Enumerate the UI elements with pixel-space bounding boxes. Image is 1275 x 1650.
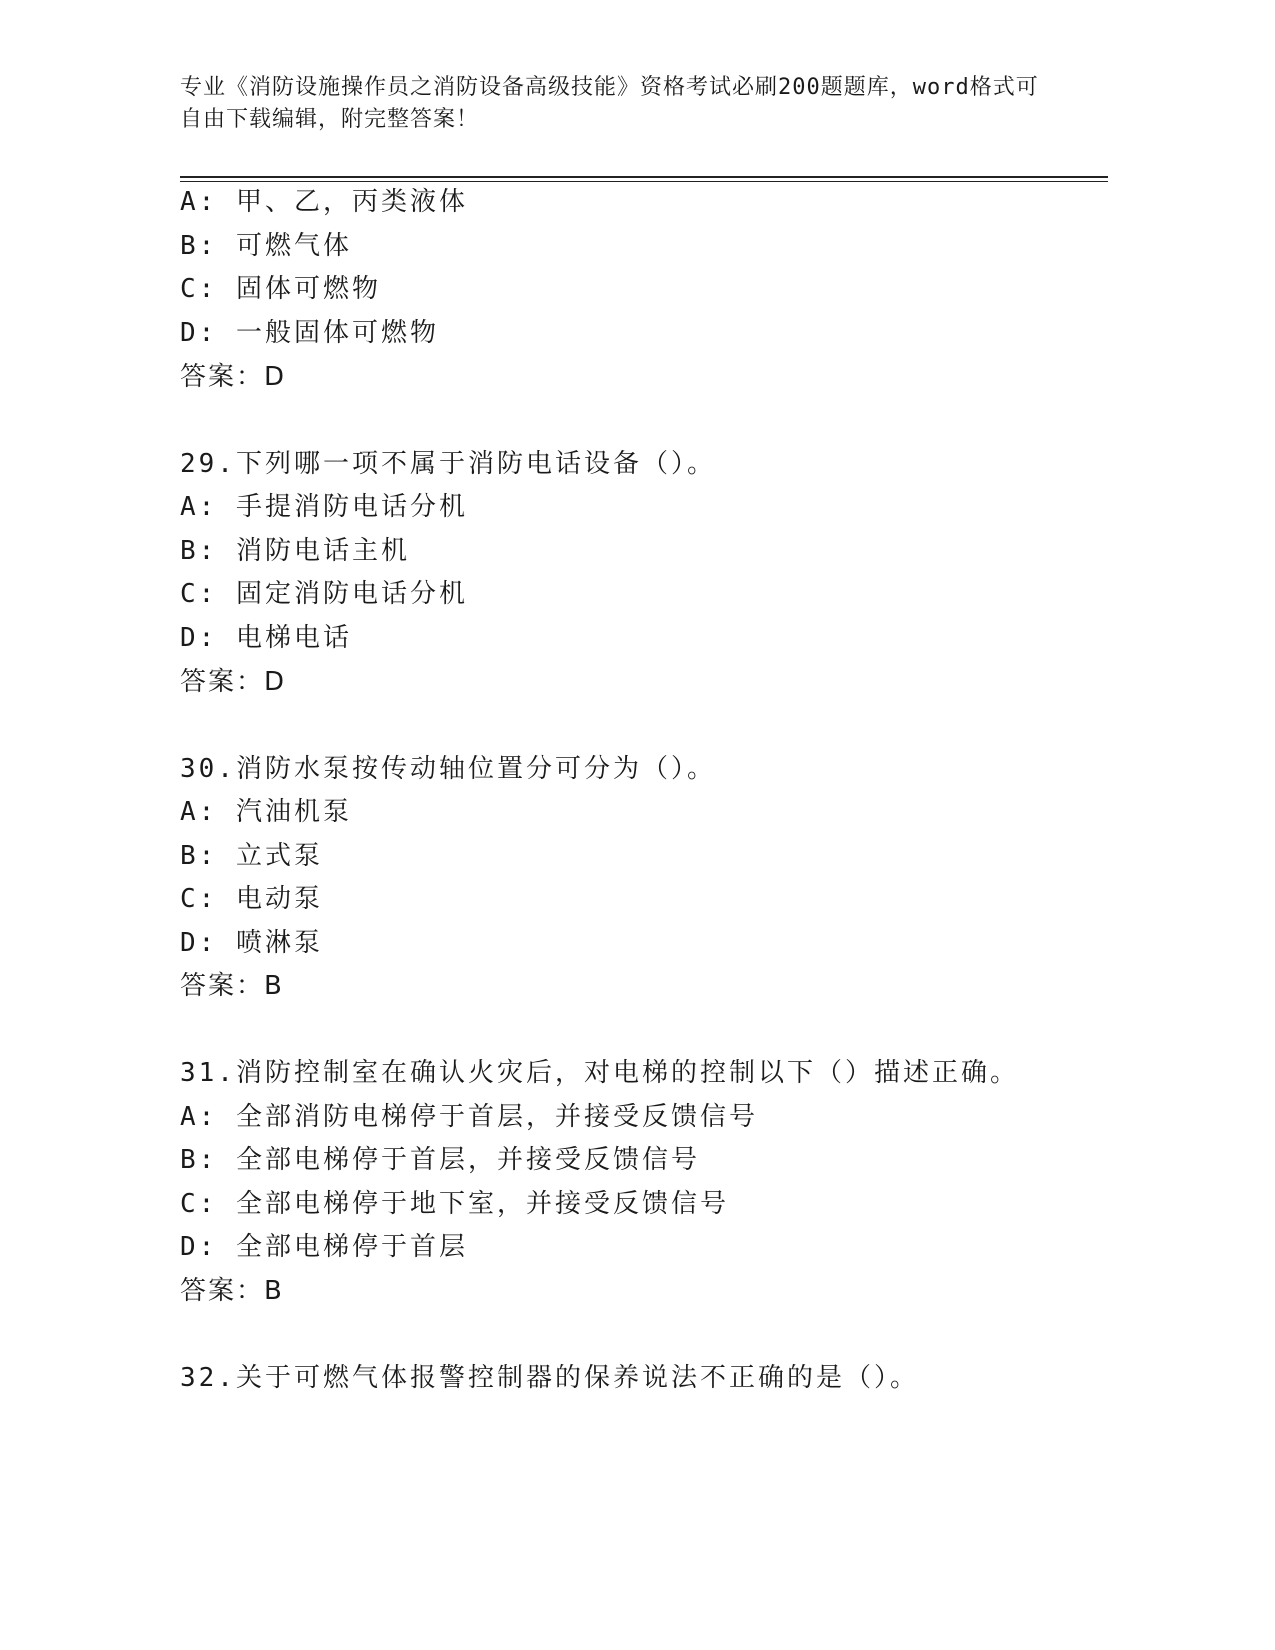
q30-option-c: C: 电动泵 bbox=[180, 884, 323, 914]
q29-option-b: B: 消防电话主机 bbox=[180, 536, 410, 566]
q30-question: 30.消防水泵按传动轴位置分可分为（）。 bbox=[180, 754, 716, 784]
q29-option-a: A: 手提消防电话分机 bbox=[180, 492, 468, 522]
q28-option-d: D: 一般固体可燃物 bbox=[180, 318, 439, 348]
q30-option-b: B: 立式泵 bbox=[180, 841, 323, 871]
q29-option-d: D: 电梯电话 bbox=[180, 623, 352, 653]
q29-option-c: C: 固定消防电话分机 bbox=[180, 579, 468, 609]
q31-option-b: B: 全部电梯停于首层，并接受反馈信号 bbox=[180, 1145, 700, 1175]
q28-option-b: B: 可燃气体 bbox=[180, 231, 352, 261]
q32-question: 32.关于可燃气体报警控制器的保养说法不正确的是（）。 bbox=[180, 1363, 919, 1393]
q31-option-a: A: 全部消防电梯停于首层，并接受反馈信号 bbox=[180, 1102, 758, 1132]
header-rule-thin bbox=[180, 181, 1108, 182]
document-header: 专业《消防设施操作员之消防设备高级技能》资格考试必刷200题题库，word格式可自由下载编辑，附完整答案！ bbox=[180, 75, 1039, 132]
q31-option-c: C: 全部电梯停于地下室，并接受反馈信号 bbox=[180, 1189, 729, 1219]
q29-question: 29.下列哪一项不属于消防电话设备（）。 bbox=[180, 449, 716, 479]
q28-option-a: A: 甲、乙，丙类液体 bbox=[180, 187, 468, 217]
q31-option-d: D: 全部电梯停于首层 bbox=[180, 1232, 468, 1262]
q31-answer: 答案：B bbox=[180, 1276, 284, 1306]
q28-answer: 答案：D bbox=[180, 362, 287, 392]
q29-answer: 答案：D bbox=[180, 667, 287, 697]
q28-option-c: C: 固体可燃物 bbox=[180, 274, 381, 304]
header-rule-thick bbox=[180, 176, 1108, 178]
q30-option-a: A: 汽油机泵 bbox=[180, 797, 352, 827]
q30-option-d: D: 喷淋泵 bbox=[180, 928, 323, 958]
q31-question: 31.消防控制室在确认火灾后，对电梯的控制以下（）描述正确。 bbox=[180, 1058, 1019, 1088]
q30-answer: 答案：B bbox=[180, 971, 284, 1001]
